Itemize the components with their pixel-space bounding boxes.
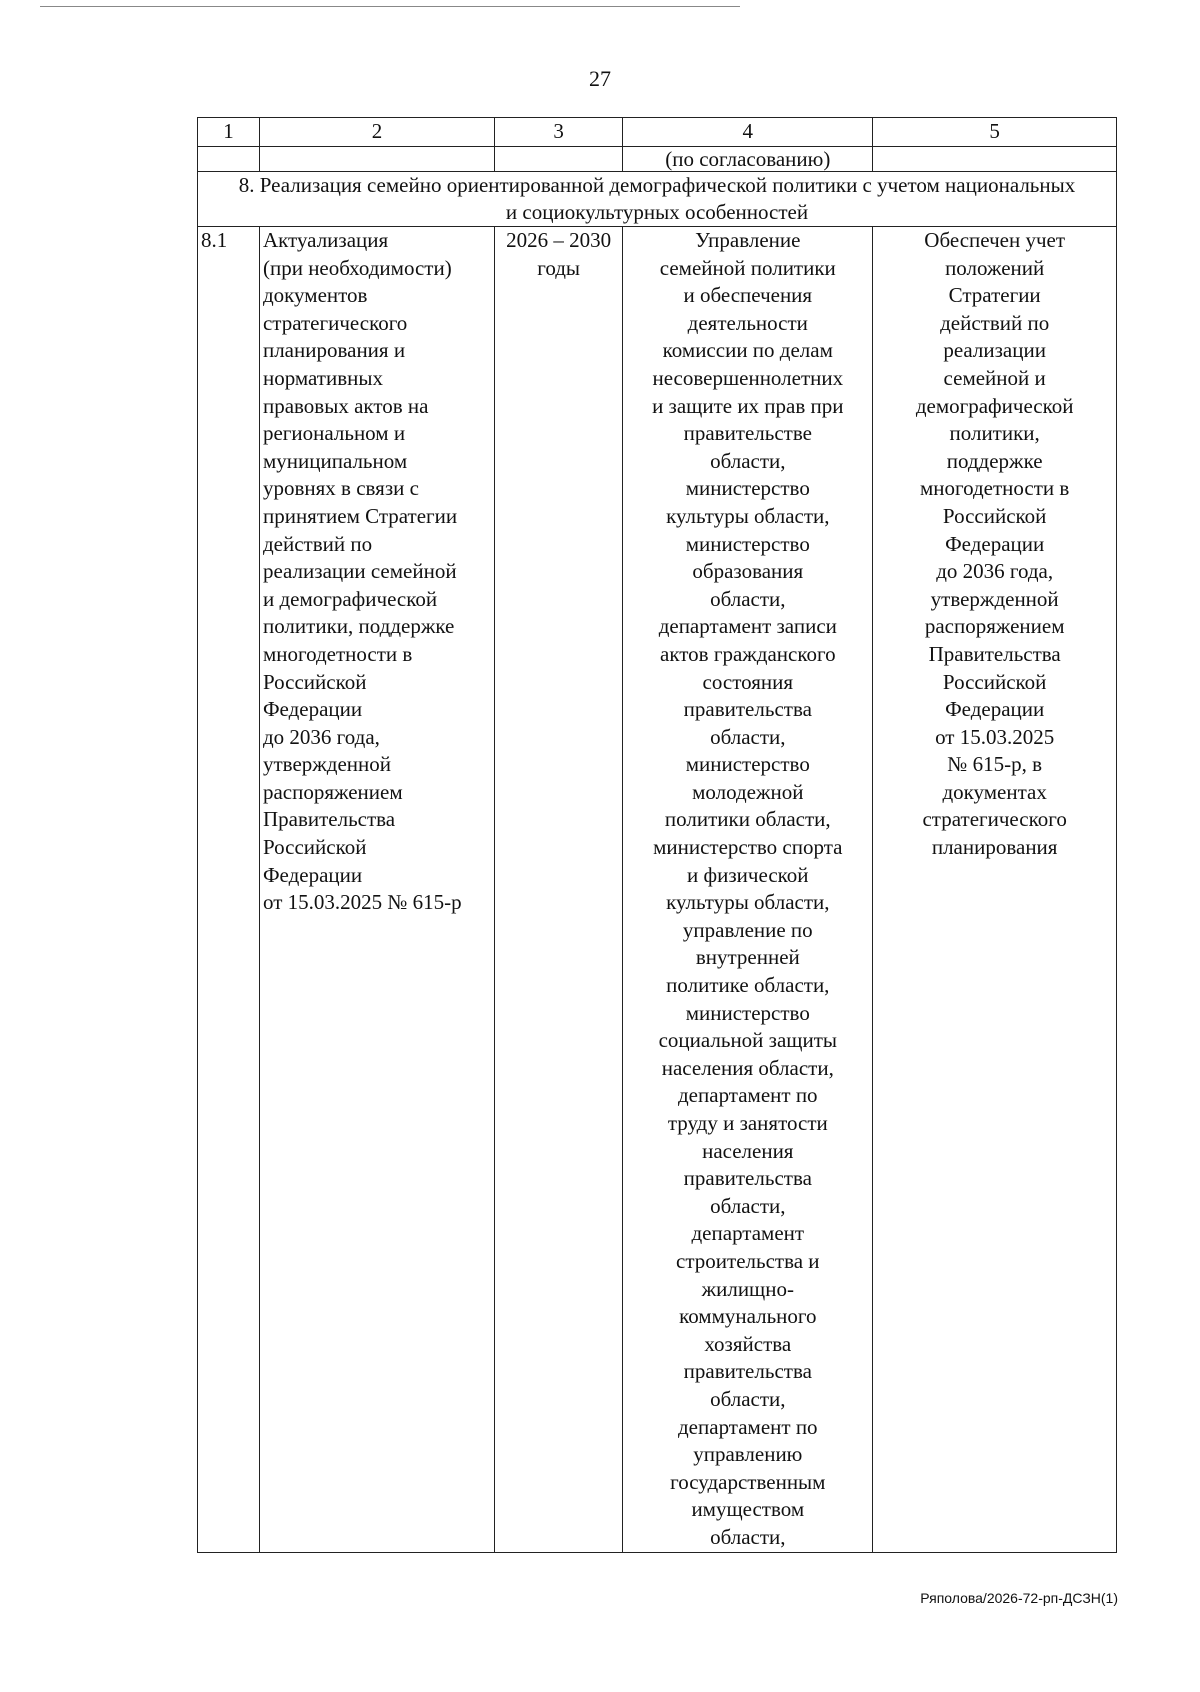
row-term: 2026 – 2030 годы <box>495 227 623 1553</box>
column-number-5: 5 <box>873 118 1117 147</box>
continuation-cell-3 <box>495 147 623 172</box>
continuation-row <box>198 147 1117 172</box>
row-result: Обеспечен учет положений Стратегии действий по реализации семейной и демографической политики, поддержке многодетности в Российской Федерации до 2036 года, утвержденной распоряжением Правительства Российской Федерации от 15.03.2025 № 615-р, в документах стратегического планирования <box>873 227 1117 1553</box>
column-number-1: 1 <box>198 118 260 147</box>
row-number: 8.1 <box>198 227 260 1553</box>
row-action: Актуализация (при необходимости) документов стратегического планирования и нормативных правовых актов на региональном и муниципальном уровнях в связи с принятием Стратегии действий по реализации семейной и демографической политики, поддержке многодетности в Российской Федерации до 2036 года, утвержденной распоряжением Правительства Российской Федерации от 15.03.2025 № 615-р <box>259 227 494 1553</box>
continuation-cell-2 <box>259 147 494 172</box>
column-number-4: 4 <box>623 118 873 147</box>
continuation-cell-1 <box>198 147 260 172</box>
column-number-3: 3 <box>495 118 623 147</box>
column-number-2: 2 <box>259 118 494 147</box>
continuation-cell-5 <box>873 147 1117 172</box>
continuation-executor-note: (по согласованию) <box>623 147 873 172</box>
plan-table <box>197 117 1117 1553</box>
table-row <box>198 227 1117 1553</box>
document-code: Ряполова/2026-72-рп-ДСЗН(1) <box>920 1590 1118 1606</box>
section-heading-row <box>198 172 1117 227</box>
row-executors: Управление семейной политики и обеспечения деятельности комиссии по делам несовершеннолетних и защите их прав при правительстве области, министерство культуры области, министерство образования области, департамент записи актов гражданского состояния правительства области, министерство молодежной политики области, министерство спорта и физической культуры области, управление по внутренней политике области, министерство социальной защиты населения области, департамент по труду и занятости населения правительства области, департамент строительства и жилищно- коммунального хозяйства правительства области, департамент по управлению государственным имуществом области, <box>623 227 873 1553</box>
section-title: 8. Реализация семейно ориентированной демографической политики с учетом национальных и социокультурных особенностей <box>198 172 1117 227</box>
column-number-row <box>198 118 1117 147</box>
scan-edge-line <box>40 6 740 7</box>
page-number: 27 <box>589 66 611 91</box>
